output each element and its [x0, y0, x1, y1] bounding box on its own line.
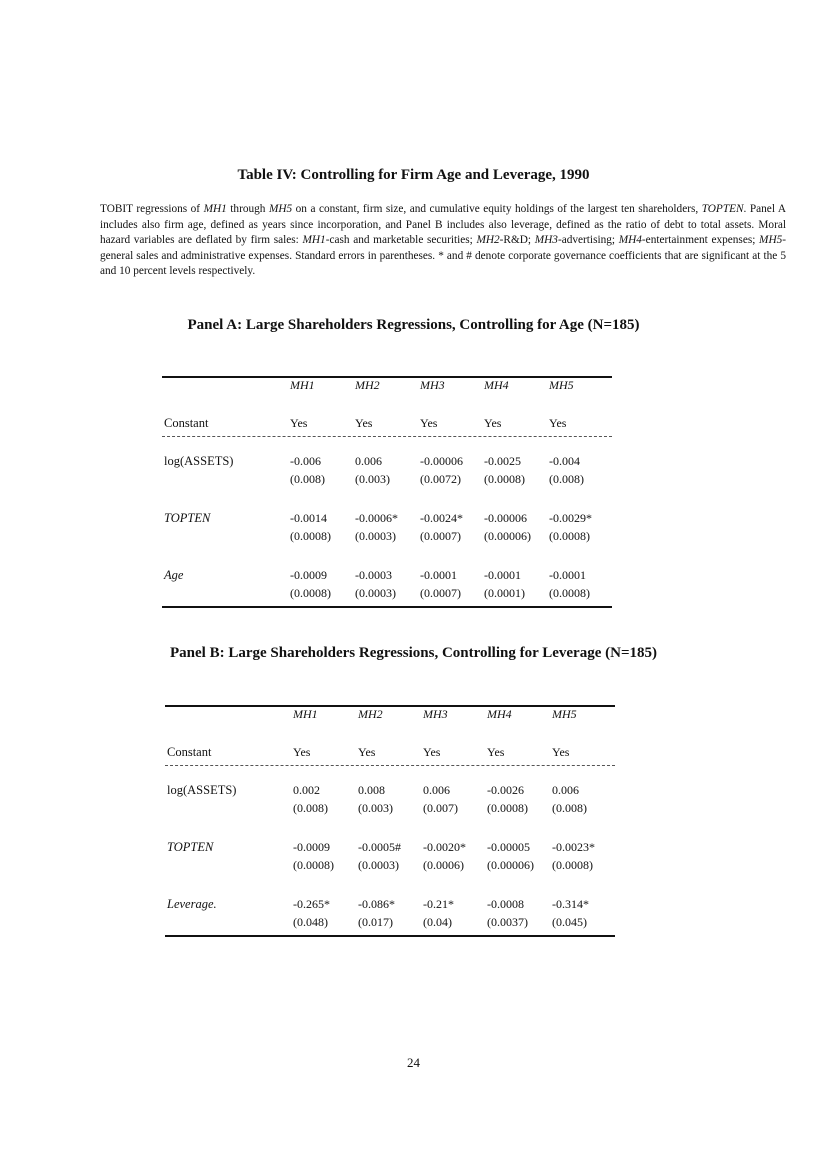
coefficient-cell: -0.0009: [290, 568, 327, 582]
caption-segment: -advertising;: [557, 234, 619, 246]
row-label: log(ASSETS): [167, 783, 237, 797]
coefficient-cell: -0.21*: [423, 897, 454, 911]
table-cell: Yes: [423, 745, 441, 759]
standard-error-cell: (0.0008): [290, 586, 331, 600]
caption-segment: -R&D;: [499, 234, 535, 246]
table-rule: [162, 606, 612, 608]
table-cell: Yes: [487, 745, 505, 759]
row-label: TOPTEN: [167, 840, 214, 854]
coefficient-cell: -0.006: [290, 454, 321, 468]
standard-error-cell: (0.0072): [420, 472, 461, 486]
table-cell: Yes: [549, 416, 567, 430]
caption-segment: . Panel A includes also firm age, defined as years since incorporation, and Panel B includes also leverage, defined as the ratio of debt to total assets. Moral hazard variables are deflated by firm sales:: [100, 203, 786, 246]
column-header: MH3: [420, 378, 445, 392]
table-cell: Yes: [420, 416, 438, 430]
column-header: MH1: [290, 378, 315, 392]
table-cell: Yes: [355, 416, 373, 430]
caption-segment: MH1: [302, 234, 326, 246]
standard-error-cell: (0.0008): [549, 529, 590, 543]
standard-error-cell: (0.0006): [423, 858, 464, 872]
table-cell: Yes: [358, 745, 376, 759]
coefficient-cell: -0.0001: [420, 568, 457, 582]
standard-error-cell: (0.0008): [290, 529, 331, 543]
standard-error-cell: (0.007): [423, 801, 458, 815]
standard-error-cell: (0.0003): [355, 529, 396, 543]
coefficient-cell: -0.0006*: [355, 511, 398, 525]
table-cell: Yes: [290, 416, 308, 430]
standard-error-cell: (0.008): [549, 472, 584, 486]
standard-error-cell: (0.0037): [487, 915, 528, 929]
caption-segment: TOPTEN: [701, 203, 744, 215]
caption-segment: on a constant, firm size, and cumulative equity holdings of the largest ten shareholders,: [292, 203, 702, 215]
coefficient-cell: -0.0008: [487, 897, 524, 911]
caption-segment: MH3: [534, 234, 558, 246]
coefficient-cell: -0.0029*: [549, 511, 592, 525]
row-label: Constant: [164, 416, 209, 430]
coefficient-cell: -0.0025: [484, 454, 521, 468]
caption-segment: MH1: [203, 203, 227, 215]
standard-error-cell: (0.0008): [487, 801, 528, 815]
column-header: MH4: [487, 707, 512, 721]
standard-error-cell: (0.0008): [549, 586, 590, 600]
standard-error-cell: (0.003): [355, 472, 390, 486]
caption-segment: TOBIT regressions of: [100, 203, 204, 215]
coefficient-cell: 0.006: [423, 783, 450, 797]
column-header: MH2: [355, 378, 380, 392]
coefficient-cell: 0.002: [293, 783, 320, 797]
standard-error-cell: (0.0008): [552, 858, 593, 872]
caption-segment: -general sales and administrative expenses. Standard errors in parentheses. * and # denote corporate governance coefficients that are significant at the 5 and 10 percent levels respectively.: [100, 234, 787, 277]
row-label: Leverage.: [167, 897, 217, 911]
standard-error-cell: (0.017): [358, 915, 393, 929]
standard-error-cell: (0.0008): [293, 858, 334, 872]
caption-segment: MH4: [618, 234, 642, 246]
standard-error-cell: (0.04): [423, 915, 452, 929]
row-label: TOPTEN: [164, 511, 211, 525]
table-rule: [162, 376, 612, 378]
coefficient-cell: 0.006: [552, 783, 579, 797]
caption-segment: through: [226, 203, 269, 215]
panel-a-table: [162, 376, 612, 610]
coefficient-cell: -0.004: [549, 454, 580, 468]
row-label: log(ASSETS): [164, 454, 234, 468]
coefficient-cell: -0.0026: [487, 783, 524, 797]
table-cell: Yes: [293, 745, 311, 759]
standard-error-cell: (0.00006): [484, 529, 531, 543]
coefficient-cell: -0.0005#: [358, 840, 401, 854]
table-cell: Yes: [552, 745, 570, 759]
column-header: MH3: [423, 707, 448, 721]
column-header: MH4: [484, 378, 509, 392]
standard-error-cell: (0.048): [293, 915, 328, 929]
coefficient-cell: -0.265*: [293, 897, 330, 911]
standard-error-cell: (0.00006): [487, 858, 534, 872]
standard-error-cell: (0.008): [290, 472, 325, 486]
coefficient-cell: 0.008: [358, 783, 385, 797]
column-header: MH1: [293, 707, 318, 721]
coefficient-cell: -0.00006: [420, 454, 463, 468]
coefficient-cell: -0.00005: [487, 840, 530, 854]
standard-error-cell: (0.045): [552, 915, 587, 929]
caption-segment: MH5: [759, 234, 783, 246]
coefficient-cell: -0.0014: [290, 511, 327, 525]
table-rule: [165, 935, 615, 937]
column-header: MH5: [549, 378, 574, 392]
table-rule: [165, 705, 615, 707]
coefficient-cell: -0.0020*: [423, 840, 466, 854]
caption-segment: -cash and marketable securities;: [325, 234, 477, 246]
standard-error-cell: (0.0008): [484, 472, 525, 486]
standard-error-cell: (0.0001): [484, 586, 525, 600]
coefficient-cell: -0.00006: [484, 511, 527, 525]
row-label: Constant: [167, 745, 212, 759]
panel-a-title: Panel A: Large Shareholders Regressions, Controlling for Age (N=185): [187, 317, 640, 333]
table-rule: [162, 436, 612, 437]
standard-error-cell: (0.008): [293, 801, 328, 815]
standard-error-cell: (0.0003): [355, 586, 396, 600]
standard-error-cell: (0.0007): [420, 586, 461, 600]
caption-segment: MH5: [268, 203, 293, 215]
table-cell: Yes: [484, 416, 502, 430]
coefficient-cell: -0.0023*: [552, 840, 595, 854]
coefficient-cell: -0.0024*: [420, 511, 463, 525]
standard-error-cell: (0.0007): [420, 529, 461, 543]
column-header: MH5: [552, 707, 577, 721]
coefficient-cell: -0.0009: [293, 840, 330, 854]
panel-b-table: [165, 705, 615, 939]
coefficient-cell: -0.0003: [355, 568, 392, 582]
coefficient-cell: -0.314*: [552, 897, 589, 911]
table-caption: [100, 202, 786, 280]
standard-error-cell: (0.0003): [358, 858, 399, 872]
standard-error-cell: (0.008): [552, 801, 587, 815]
column-header: MH2: [358, 707, 383, 721]
coefficient-cell: -0.0001: [549, 568, 586, 582]
table-rule: [165, 765, 615, 766]
coefficient-cell: 0.006: [355, 454, 382, 468]
coefficient-cell: -0.086*: [358, 897, 395, 911]
panel-b-title: Panel B: Large Shareholders Regressions, Controlling for Leverage (N=185): [170, 645, 657, 661]
caption-segment: -entertainment expenses;: [641, 234, 760, 246]
page-number: 24: [407, 1055, 420, 1070]
standard-error-cell: (0.003): [358, 801, 393, 815]
table-title: Table IV: Controlling for Firm Age and Leverage, 1990: [237, 167, 590, 183]
coefficient-cell: -0.0001: [484, 568, 521, 582]
caption-segment: MH2: [476, 234, 500, 246]
row-label: Age: [164, 568, 184, 582]
